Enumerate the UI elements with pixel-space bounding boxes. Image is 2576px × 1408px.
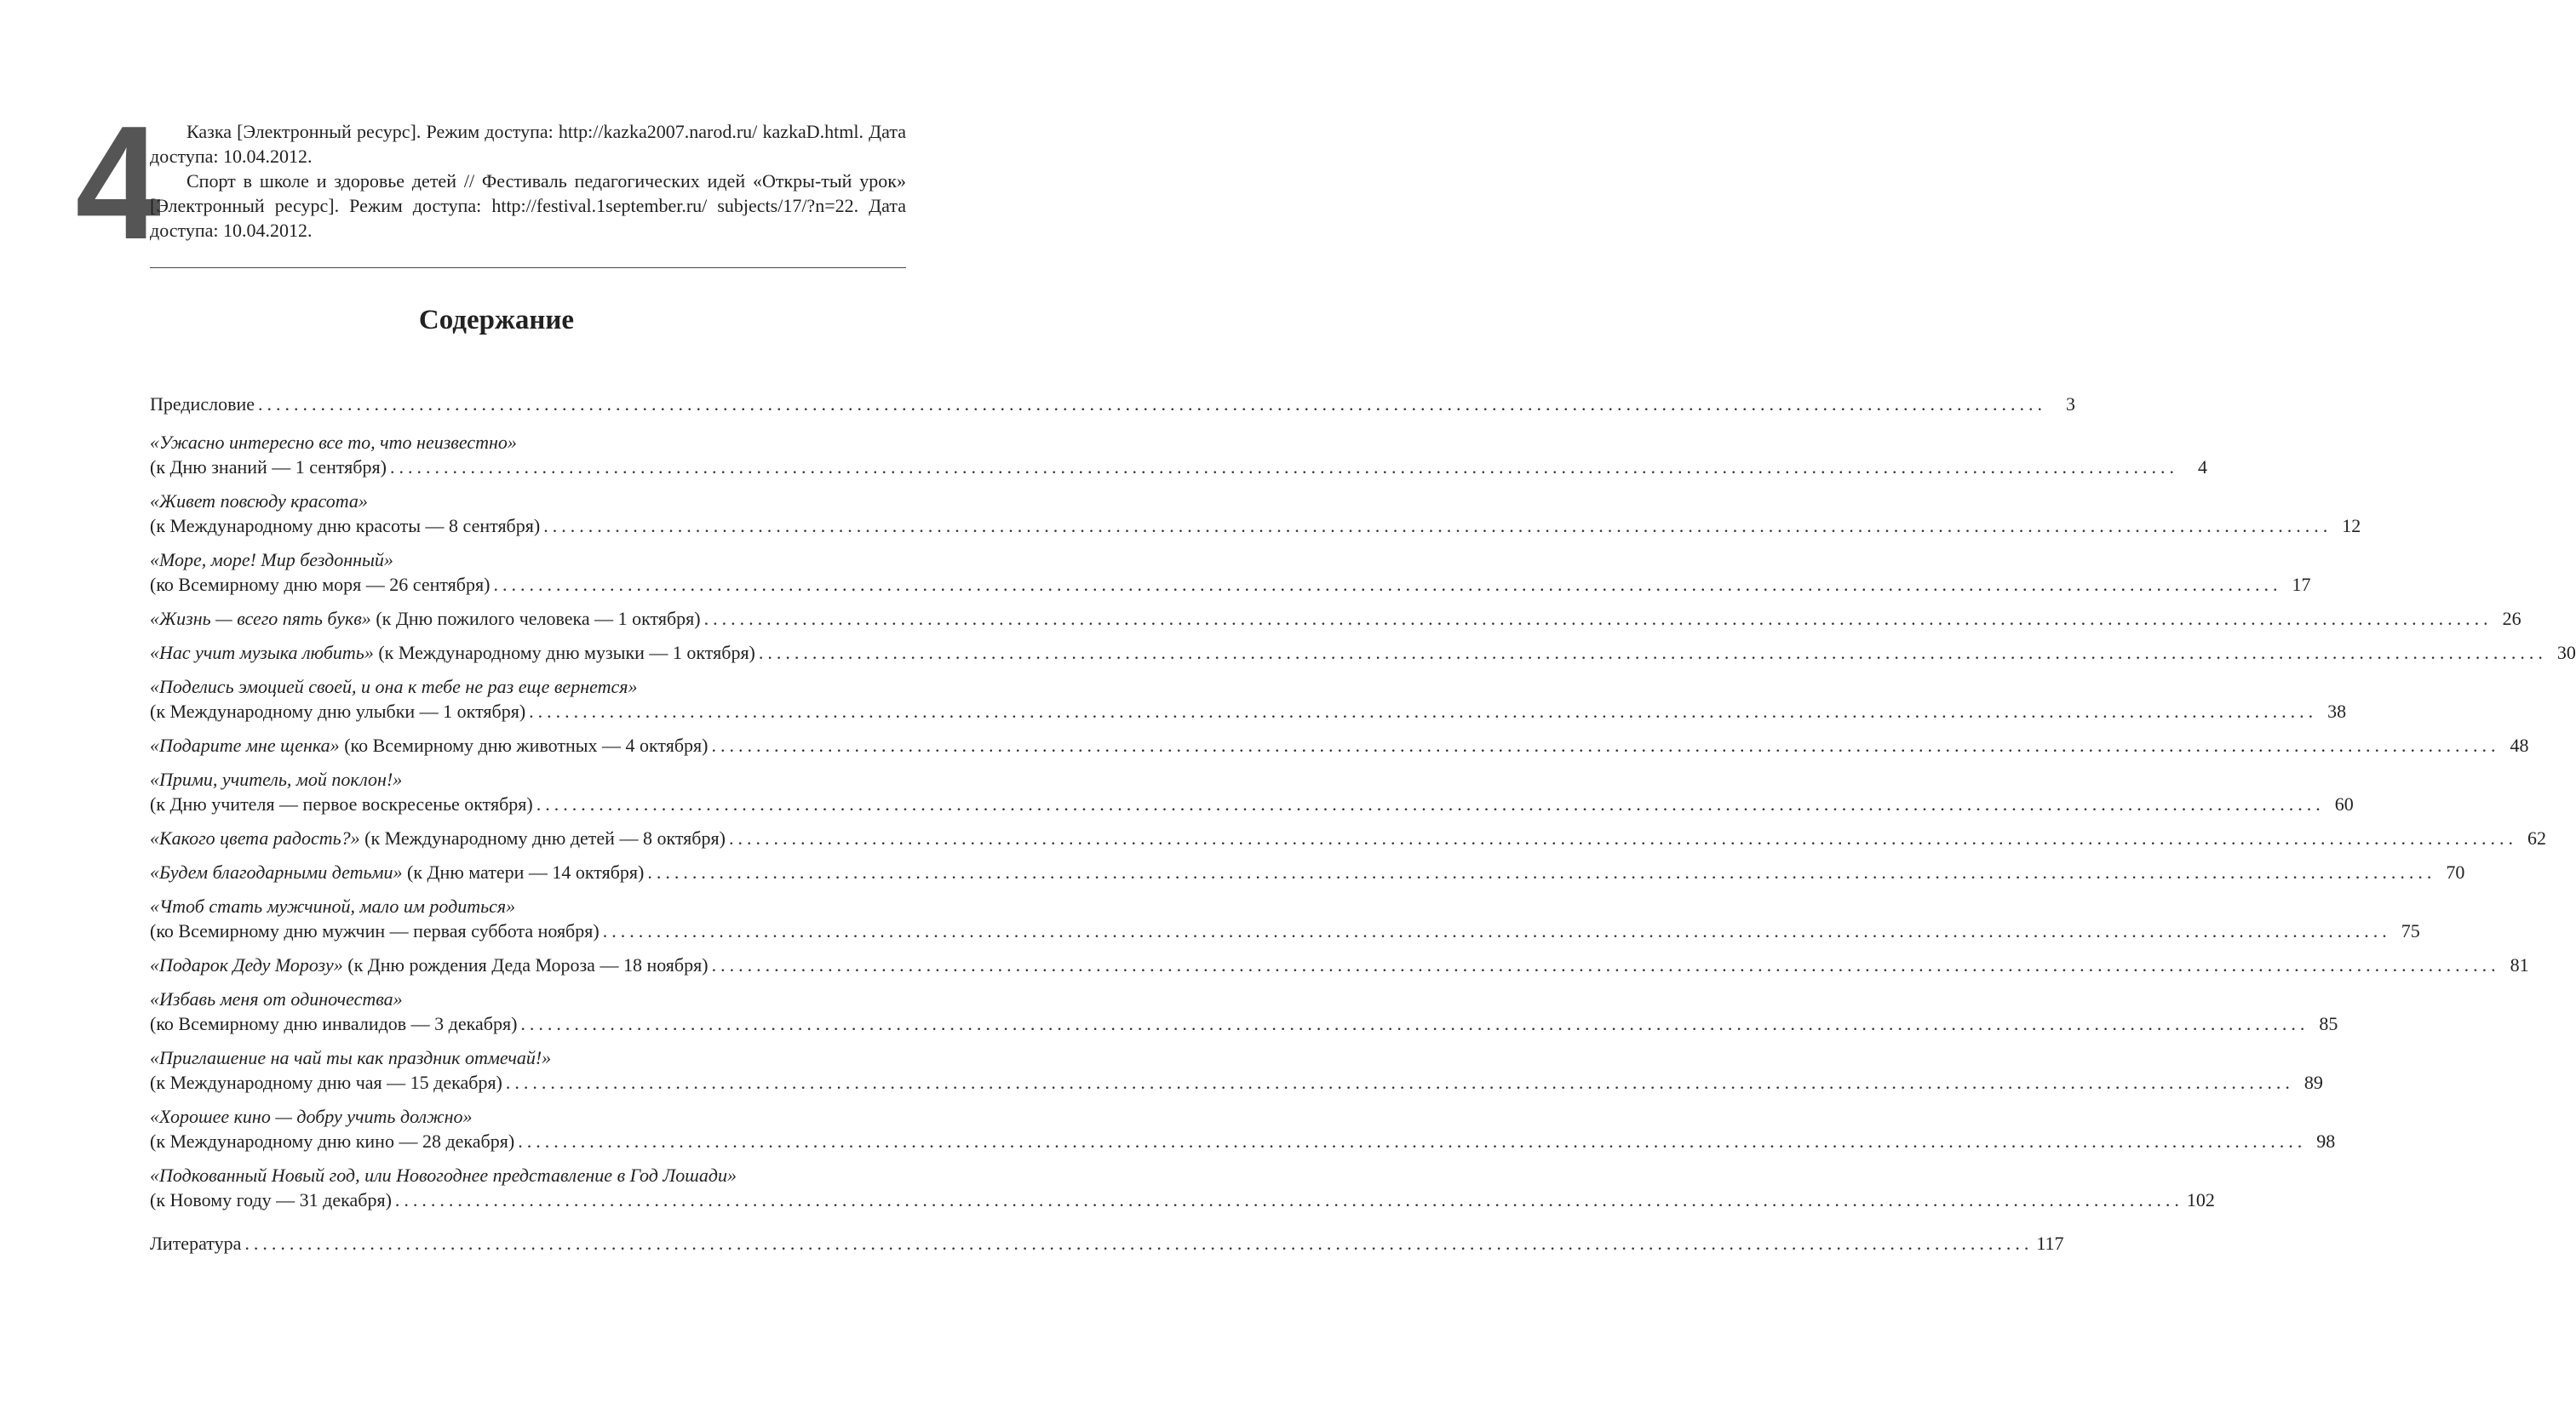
toc-entry-line xyxy=(150,455,2207,479)
reference-item: Спорт в школе и здоровье детей // Фестиваль педагогических идей «Откры-тый урок» [Электронный ресурс]. Режим доступа: http://festival.1september.ru/ subjects/17/?n=22. Дата доступа: 10.04.2012. xyxy=(150,170,906,241)
toc-entry[interactable] xyxy=(150,547,2311,597)
toc-entry-subtitle: (к Международному дню кино — 28 декабря) xyxy=(150,1130,515,1152)
toc-page-number: 89 xyxy=(2303,1072,2323,1093)
toc-entry[interactable] xyxy=(150,1163,2215,1212)
toc-entry-subtitle: (к Международному дню чая — 15 декабря) xyxy=(150,1072,502,1093)
toc-entry-text xyxy=(150,1231,241,1256)
toc-entry-line xyxy=(150,606,2521,631)
toc-entry-subtitle: (к Дню рождения Деда Мороза — 18 ноября) xyxy=(342,954,709,976)
toc-entry-line xyxy=(150,792,2354,816)
toc-entry-line xyxy=(150,1011,2338,1036)
toc-entry-subtitle: Литература xyxy=(150,1233,242,1254)
toc-entry-title: «Будем благодарными детьми» xyxy=(150,861,403,883)
toc-page-number: 30 xyxy=(2556,642,2576,663)
toc-entry-text xyxy=(150,792,533,816)
toc-entry-heading: «Чтоб стать мужчиной, мало им родиться» xyxy=(150,896,516,917)
toc-entry-subtitle: (к Международному дню музыки — 1 октября) xyxy=(373,642,755,663)
toc-entry[interactable] xyxy=(150,767,2354,816)
toc-page-number: 12 xyxy=(2342,515,2361,536)
toc-entry[interactable] xyxy=(150,860,2465,884)
toc-entry-title: «Нас учит музыка любить» xyxy=(150,642,374,663)
toc-entry-line xyxy=(150,1231,2064,1256)
toc-page-number: 81 xyxy=(2510,954,2529,976)
toc-entry-subtitle: (к Международному дню улыбки — 1 октября) xyxy=(150,701,526,722)
toc-entry-line xyxy=(150,392,2075,416)
toc-entry-heading: «Прими, учитель, мой поклон!» xyxy=(150,769,403,790)
toc-entry[interactable] xyxy=(150,430,2207,479)
reference-item: Казка [Электронный ресурс]. Режим доступа: http://kazka2007.narod.ru/ kazkaD.html. Дата доступа: 10.04.2012. xyxy=(150,121,906,167)
toc-entry-line xyxy=(150,733,2529,758)
toc-entry-text xyxy=(150,919,600,943)
table-of-contents xyxy=(150,392,2576,1265)
toc-entry-line xyxy=(150,953,2529,977)
leader-dots: ........................................................................................................................................................................................................ xyxy=(529,701,2318,722)
toc-entry-subtitle: (к Дню матери — 14 октября) xyxy=(402,861,645,883)
toc-entry-subtitle: (к Дню знаний — 1 сентября) xyxy=(150,456,387,478)
leader-dots: ........................................................................................................................................................................................................ xyxy=(711,954,2500,976)
divider xyxy=(150,267,906,268)
toc-entry-subtitle: (ко Всемирному дню животных — 4 октября) xyxy=(339,735,709,756)
toc-page-number: 26 xyxy=(2502,608,2521,629)
leader-dots: ........................................................................................................................................................................................................ xyxy=(647,861,2436,883)
toc-page-number: 3 xyxy=(2066,393,2075,415)
toc-page-number: 60 xyxy=(2334,793,2354,815)
toc-entry[interactable] xyxy=(150,826,2546,850)
toc-entry-text xyxy=(150,860,644,884)
toc-entry-text xyxy=(150,513,540,538)
toc-page-number: 48 xyxy=(2510,735,2529,756)
chapter-marker: 4 xyxy=(75,93,158,273)
toc-entry-heading: «Хорошее кино — добру учить должно» xyxy=(150,1106,473,1127)
toc-entry[interactable] xyxy=(150,733,2529,758)
leader-dots: ........................................................................................................................................................................................................ xyxy=(536,793,2325,815)
leader-dots: ........................................................................................................................................................................................................ xyxy=(728,827,2517,849)
page-title: Содержание xyxy=(418,305,575,335)
toc-entry-text xyxy=(150,699,525,724)
toc-entry-title: «Подарок Деду Морозу» xyxy=(150,954,343,976)
toc-entry[interactable] xyxy=(150,640,2576,665)
toc-entry-subtitle: (к Дню пожилого человека — 1 октября) xyxy=(370,608,701,629)
toc-entry-heading: «Ужасно интересно все то, что неизвестно» xyxy=(150,432,517,453)
toc-entry[interactable] xyxy=(150,392,2075,416)
toc-entry-heading: «Приглашение на чай ты как праздник отмечай!» xyxy=(150,1047,552,1068)
toc-entry-subtitle: (к Дню учителя — первое воскресенье октября) xyxy=(150,793,533,815)
leader-dots: ........................................................................................................................................................................................................ xyxy=(394,1189,2183,1211)
toc-entry-title: «Жизнь — всего пять букв» xyxy=(150,608,371,629)
toc-entry-text xyxy=(150,606,701,631)
toc-entry[interactable] xyxy=(150,987,2338,1036)
toc-entry-text xyxy=(150,1011,517,1036)
toc-entry-heading: «Подкованный Новый год, или Новогоднее представление в Год Лошади» xyxy=(150,1165,737,1186)
toc-page-number: 62 xyxy=(2527,827,2546,849)
toc-page-number: 75 xyxy=(2401,920,2420,942)
toc-entry-line xyxy=(150,919,2420,943)
leader-dots: ........................................................................................................................................................................................................ xyxy=(520,1013,2309,1034)
toc-entry-heading: «Поделись эмоцией своей, и она к тебе не раз еще вернется» xyxy=(150,676,638,697)
toc-entry-text xyxy=(150,953,709,977)
toc-page-number: 38 xyxy=(2327,701,2347,722)
leader-dots: ........................................................................................................................................................................................................ xyxy=(244,1233,2034,1254)
toc-entry-line xyxy=(150,826,2546,850)
toc-entry[interactable] xyxy=(150,674,2347,724)
toc-entry-subtitle: Предисловие xyxy=(150,393,255,415)
toc-entry-text xyxy=(150,826,726,850)
toc-entry-heading: «Живет повсюду красота» xyxy=(150,490,368,512)
toc-entry-text xyxy=(150,1070,502,1095)
toc-page-number: 17 xyxy=(2292,574,2311,595)
toc-page-number: 98 xyxy=(2316,1130,2336,1152)
toc-page-number: 4 xyxy=(2197,456,2207,478)
toc-entry-line xyxy=(150,1188,2215,1212)
toc-entry-text xyxy=(150,640,755,665)
toc-entry[interactable] xyxy=(150,1231,2064,1256)
toc-entry-heading: «Избавь меня от одиночества» xyxy=(150,988,403,1010)
toc-entry-text xyxy=(150,1129,514,1153)
toc-page-number: 117 xyxy=(2036,1233,2064,1254)
leader-dots: ........................................................................................................................................................................................................ xyxy=(602,920,2391,942)
toc-entry-subtitle: (к Новому году — 31 декабря) xyxy=(150,1189,392,1211)
toc-entry-title: «Подарите мне щенка» xyxy=(150,735,340,756)
toc-entry[interactable] xyxy=(150,489,2361,538)
leader-dots: ........................................................................................................................................................................................................ xyxy=(258,393,2046,415)
toc-entry-text xyxy=(150,1188,392,1212)
leader-dots: ........................................................................................................................................................................................................ xyxy=(518,1130,2307,1152)
toc-page-number: 102 xyxy=(2186,1189,2215,1211)
leader-dots: ........................................................................................................................................................................................................ xyxy=(703,608,2493,629)
toc-entry[interactable] xyxy=(150,894,2420,943)
toc-page-number: 70 xyxy=(2446,861,2465,883)
toc-entry-subtitle: (ко Всемирному дню инвалидов — 3 декабря) xyxy=(150,1013,518,1034)
toc-entry-subtitle: (к Международному дню детей — 8 октября) xyxy=(359,827,726,849)
references xyxy=(150,119,906,243)
toc-entry-subtitle: (к Международному дню красоты — 8 сентября) xyxy=(150,515,541,536)
toc-entry-title: «Какого цвета радость?» xyxy=(150,827,360,849)
toc-entry[interactable] xyxy=(150,1045,2323,1095)
leader-dots: ........................................................................................................................................................................................................ xyxy=(758,642,2547,663)
toc-entry-text xyxy=(150,392,255,416)
toc-entry-line xyxy=(150,1129,2336,1153)
leader-dots: ........................................................................................................................................................................................................ xyxy=(711,735,2500,756)
toc-entry[interactable] xyxy=(150,953,2529,977)
toc-entry-line xyxy=(150,640,2576,665)
leader-dots: ........................................................................................................................................................................................................ xyxy=(389,456,2178,478)
toc-entry[interactable] xyxy=(150,1104,2336,1153)
leader-dots: ........................................................................................................................................................................................................ xyxy=(493,574,2282,595)
toc-entry-line xyxy=(150,1070,2323,1095)
leader-dots: ........................................................................................................................................................................................................ xyxy=(543,515,2332,536)
toc-entry-heading: «Море, море! Мир бездонный» xyxy=(150,549,393,570)
toc-entry-line xyxy=(150,572,2311,597)
toc-entry-line xyxy=(150,860,2465,884)
toc-page-number: 85 xyxy=(2319,1013,2338,1034)
leader-dots: ........................................................................................................................................................................................................ xyxy=(505,1072,2294,1093)
toc-entry-line xyxy=(150,699,2347,724)
toc-entry-text xyxy=(150,572,490,597)
toc-entry[interactable] xyxy=(150,606,2521,631)
toc-entry-subtitle: (ко Всемирному дню мужчин — первая суббота ноября) xyxy=(150,920,600,942)
toc-entry-text xyxy=(150,455,387,479)
toc-entry-text xyxy=(150,733,709,758)
toc-entry-subtitle: (ко Всемирному дню моря — 26 сентября) xyxy=(150,574,491,595)
toc-entry-line xyxy=(150,513,2361,538)
